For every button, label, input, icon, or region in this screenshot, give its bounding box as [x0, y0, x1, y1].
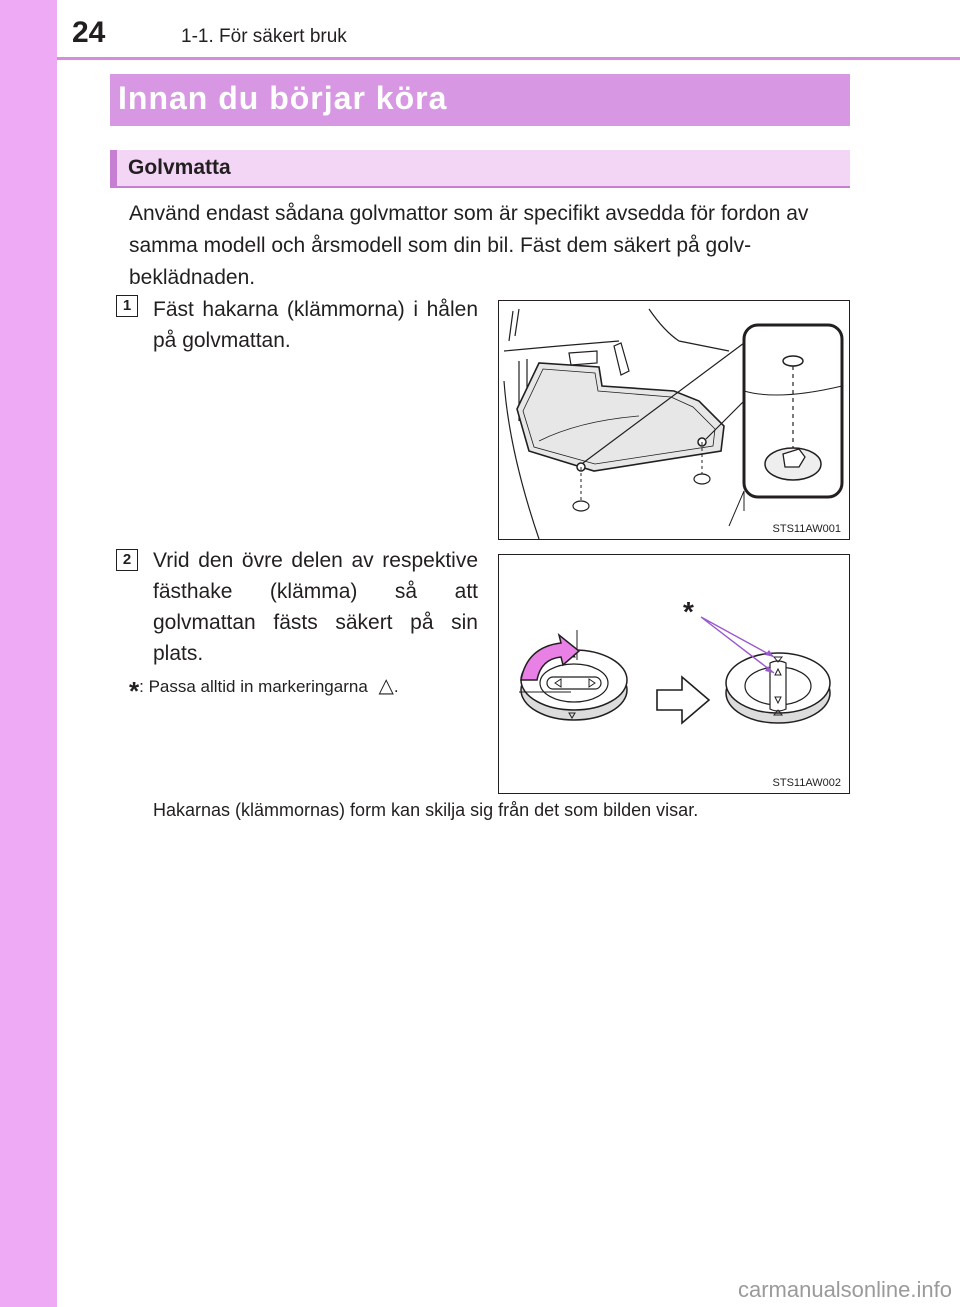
figure-code-2: STS11AW002 [772, 777, 841, 789]
intro-paragraph: Använd endast sådana golvmattor som är specifikt avsedda för fordon av samma modell och årsmodell som din bil. Fäst dem säkert på golvbeklädnaden. [129, 202, 809, 289]
figure-hook-rotation [498, 554, 850, 794]
step-text-2: Vrid den övre delen av respektive fästhake (klämma) så att golvmattan fästs säkert på sin plats. [153, 549, 478, 665]
figure-code-1: STS11AW001 [772, 523, 841, 535]
step-number-1: 1 [116, 295, 138, 317]
chapter-title: 1-1. För säkert bruk [181, 26, 347, 47]
header-divider [57, 57, 960, 60]
page-number: 24 [72, 16, 106, 49]
section-title: Innan du börjar köra [118, 80, 448, 116]
step-number-2: 2 [116, 549, 138, 571]
side-tab-bar [0, 0, 57, 1307]
subsection-title: Golvmatta [128, 156, 231, 179]
note-text: : Passa alltid in markeringarna [139, 677, 368, 696]
asterisk-marker: * [129, 676, 140, 706]
final-note: Hakarnas (klämmornas) form kan skilja sig från det som bilden visar. [153, 800, 699, 820]
triangle-mark-icon: △ [378, 675, 394, 697]
watermark: carmanualsonline.info [737, 1277, 952, 1302]
step-text-1: Fäst hakarna (klämmorna) i hålen på golvmattan. [153, 298, 478, 352]
note-end: . [393, 677, 399, 696]
figure2-callout-asterisk: * [683, 596, 694, 627]
hook-rotation-illustration [499, 555, 849, 793]
floor-mat-illustration [499, 301, 849, 539]
subsection-accent [110, 150, 117, 188]
asterisk-note [129, 668, 399, 706]
figure-floor-mat-hooks [498, 300, 850, 540]
